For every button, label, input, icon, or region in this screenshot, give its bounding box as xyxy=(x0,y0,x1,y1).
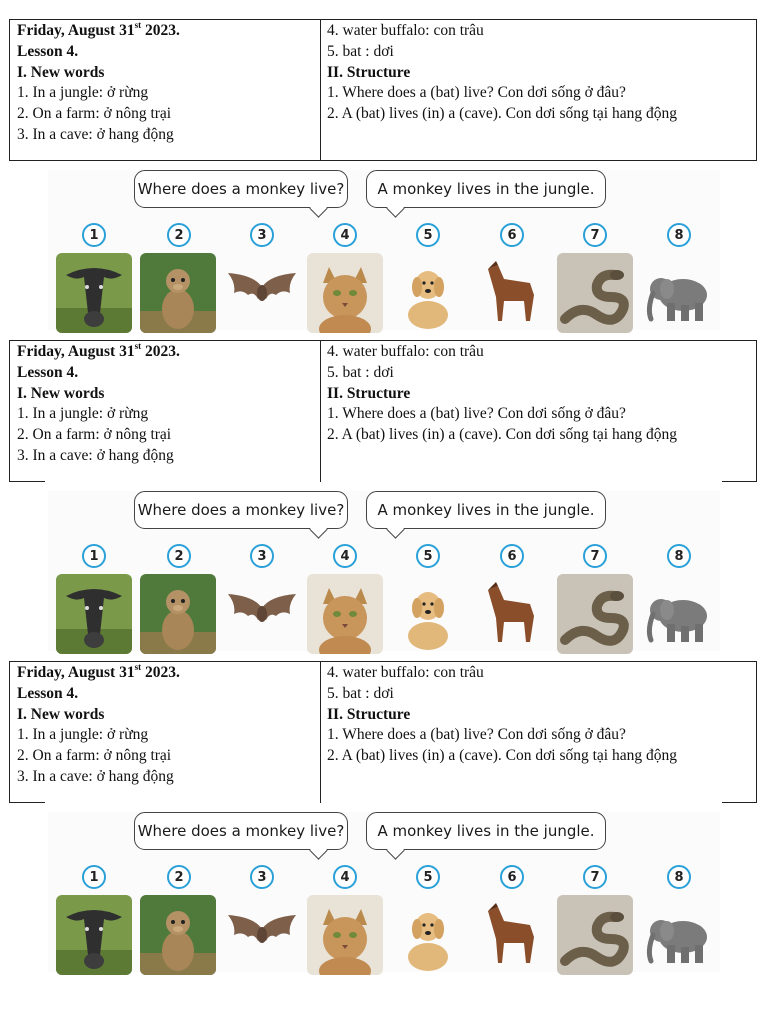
structure-item: 2. A (bat) lives (in) a (cave). Con dơi sống tại hang động xyxy=(327,747,677,765)
number-badge: 1 xyxy=(82,865,106,889)
cat-photo xyxy=(307,253,383,333)
number-badge: 2 xyxy=(167,223,191,247)
new-word-item: 4. water buffalo: con trâu xyxy=(327,343,484,360)
number-badge: 1 xyxy=(82,544,106,568)
animals-picture xyxy=(48,170,720,330)
lesson-title: Lesson 4. xyxy=(17,363,79,381)
new-word-item: 3. In a cave: ở hang động xyxy=(17,125,174,143)
table-border-segment xyxy=(722,802,757,803)
number-badge: 6 xyxy=(500,544,524,568)
notes-table xyxy=(9,661,757,803)
snake-photo xyxy=(557,895,633,975)
cat-photo xyxy=(307,574,383,654)
question-text: Where does a monkey live? xyxy=(137,501,345,519)
notes-left-column xyxy=(10,662,321,803)
notes-table xyxy=(9,19,757,161)
new-word-item: 5. bat : dơi xyxy=(327,684,394,702)
cat-photo xyxy=(307,895,383,975)
water-buffalo-photo xyxy=(56,574,132,654)
table-border-segment xyxy=(9,481,45,482)
number-badge: 4 xyxy=(333,544,357,568)
snake-photo xyxy=(557,253,633,333)
structure-item: 1. Where does a (bat) live? Con dơi sống ở đâu? xyxy=(327,84,626,102)
number-badge: 3 xyxy=(250,544,274,568)
new-word-item: 2. On a farm: ở nông trại xyxy=(17,426,172,444)
number-badge: 4 xyxy=(333,865,357,889)
answer-text: A monkey lives in the jungle. xyxy=(377,501,595,519)
new-word-item: 3. In a cave: ở hang động xyxy=(17,446,174,464)
animals-picture xyxy=(48,491,720,651)
number-badge: 5 xyxy=(416,223,440,247)
question-bubble xyxy=(134,491,348,529)
elephant-photo xyxy=(641,895,717,975)
monkey-photo xyxy=(140,253,216,333)
structure-item: 1. Where does a (bat) live? Con dơi sống ở đâu? xyxy=(327,405,626,423)
new-word-item: 4. water buffalo: con trâu xyxy=(327,664,484,681)
new-word-item: 2. On a farm: ở nông trại xyxy=(17,105,172,123)
question-bubble xyxy=(134,170,348,208)
structure-item: 2. A (bat) lives (in) a (cave). Con dơi sống tại hang động xyxy=(327,426,677,444)
new-word-item: 5. bat : dơi xyxy=(327,42,394,60)
notes-left-column xyxy=(10,341,321,482)
number-badge: 8 xyxy=(667,865,691,889)
bat-photo xyxy=(224,574,300,654)
animals-picture xyxy=(48,812,720,972)
number-badge: 8 xyxy=(667,544,691,568)
elephant-photo xyxy=(641,574,717,654)
horse-photo xyxy=(474,574,550,654)
date-line: Friday, August 31st 2023. xyxy=(17,662,180,681)
answer-bubble xyxy=(366,812,606,850)
answer-text: A monkey lives in the jungle. xyxy=(377,822,595,840)
structure-heading: II. Structure xyxy=(327,384,411,402)
snake-photo xyxy=(557,574,633,654)
number-badge: 7 xyxy=(583,223,607,247)
new-word-item: 1. In a jungle: ở rừng xyxy=(17,726,149,744)
number-badge: 2 xyxy=(167,544,191,568)
new-words-heading: I. New words xyxy=(17,384,105,402)
question-text: Where does a monkey live? xyxy=(137,822,345,840)
structure-heading: II. Structure xyxy=(327,63,411,81)
lesson-title: Lesson 4. xyxy=(17,42,79,60)
notes-left-column xyxy=(10,20,321,160)
new-word-item: 3. In a cave: ở hang động xyxy=(17,767,174,785)
number-badge: 4 xyxy=(333,223,357,247)
horse-photo xyxy=(474,253,550,333)
answer-bubble xyxy=(366,170,606,208)
number-badge: 3 xyxy=(250,865,274,889)
number-badge: 3 xyxy=(250,223,274,247)
new-word-item: 1. In a jungle: ở rừng xyxy=(17,84,149,102)
answer-text: A monkey lives in the jungle. xyxy=(377,180,595,198)
bat-photo xyxy=(224,253,300,333)
worksheet-block-2 xyxy=(0,340,768,660)
horse-photo xyxy=(474,895,550,975)
new-words-heading: I. New words xyxy=(17,63,105,81)
water-buffalo-photo xyxy=(56,253,132,333)
new-word-item: 4. water buffalo: con trâu xyxy=(327,22,484,39)
number-badge: 5 xyxy=(416,865,440,889)
water-buffalo-photo xyxy=(56,895,132,975)
dog-photo xyxy=(390,253,466,333)
bat-photo xyxy=(224,895,300,975)
question-text: Where does a monkey live? xyxy=(137,180,345,198)
worksheet-block-1 xyxy=(0,19,768,339)
table-border-segment xyxy=(722,481,757,482)
number-badge: 7 xyxy=(583,865,607,889)
number-badge: 7 xyxy=(583,544,607,568)
notes-right-column xyxy=(321,20,756,161)
dog-photo xyxy=(390,895,466,975)
worksheet-block-3 xyxy=(0,661,768,981)
number-badge: 6 xyxy=(500,223,524,247)
number-badge: 2 xyxy=(167,865,191,889)
new-word-item: 1. In a jungle: ở rừng xyxy=(17,405,149,423)
notes-table xyxy=(9,340,757,482)
structure-item: 1. Where does a (bat) live? Con dơi sống ở đâu? xyxy=(327,726,626,744)
new-word-item: 2. On a farm: ở nông trại xyxy=(17,747,172,765)
question-bubble xyxy=(134,812,348,850)
date-line: Friday, August 31st 2023. xyxy=(17,341,180,360)
notes-right-column xyxy=(321,341,756,483)
date-line: Friday, August 31st 2023. xyxy=(17,20,180,39)
number-badge: 5 xyxy=(416,544,440,568)
number-badge: 1 xyxy=(82,223,106,247)
number-badge: 6 xyxy=(500,865,524,889)
notes-right-column xyxy=(321,662,756,804)
answer-bubble xyxy=(366,491,606,529)
new-word-item: 5. bat : dơi xyxy=(327,363,394,381)
dog-photo xyxy=(390,574,466,654)
new-words-heading: I. New words xyxy=(17,705,105,723)
lesson-title: Lesson 4. xyxy=(17,684,79,702)
table-border-segment xyxy=(9,802,45,803)
number-badge: 8 xyxy=(667,223,691,247)
monkey-photo xyxy=(140,574,216,654)
structure-item: 2. A (bat) lives (in) a (cave). Con dơi sống tại hang động xyxy=(327,105,677,123)
elephant-photo xyxy=(641,253,717,333)
monkey-photo xyxy=(140,895,216,975)
structure-heading: II. Structure xyxy=(327,705,411,723)
